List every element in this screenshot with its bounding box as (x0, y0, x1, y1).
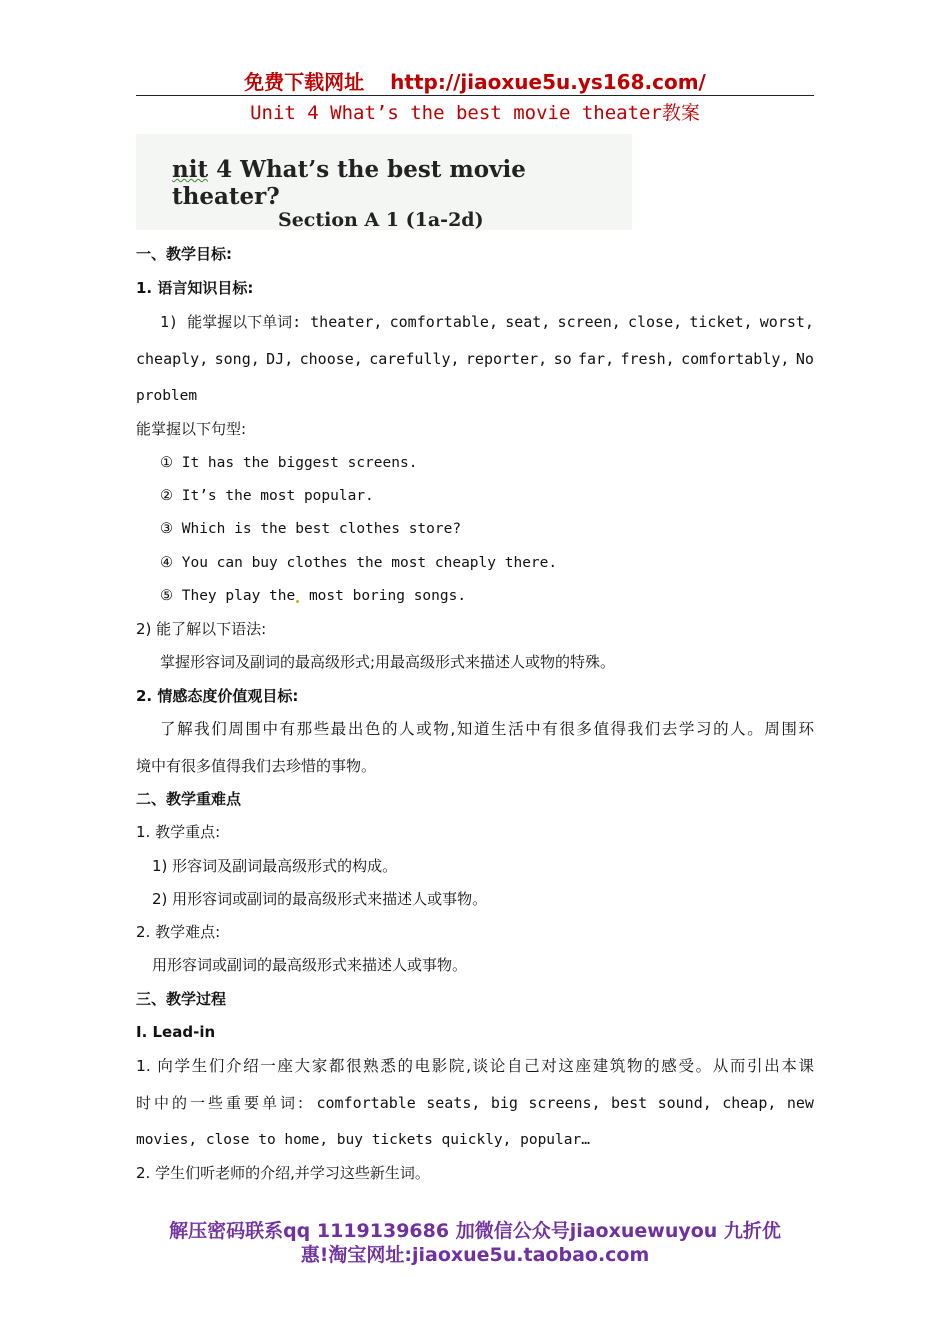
sentence-item: ③ Which is the best clothes store? (160, 521, 462, 537)
lead-in-word: sound, (657, 1094, 712, 1112)
vocab-word: song, (214, 350, 260, 368)
vocab-word: DJ, (266, 350, 294, 368)
banner-title (172, 156, 632, 210)
page-header (136, 66, 814, 95)
vocab-word: No (795, 350, 814, 368)
lead-in-word: new (786, 1094, 814, 1112)
section-2-heading: 二、教学重难点 (136, 790, 242, 808)
lead-in-word: best (611, 1094, 648, 1112)
values-body-line-2: 境中有很多值得我们去珍惜的事物。 (136, 757, 377, 775)
footer-line-1: 解压密码联系qq 1119139686 加微信公众号jiaoxuewuyou 九折优 (169, 1220, 781, 1242)
sentence-item: ② It’s the most popular. (160, 488, 374, 504)
footer-line-2: 惠!淘宝网址:jiaoxue5u.taobao.com (300, 1244, 650, 1266)
difficulty-body: 用形容词或副词的最高级形式来描述人或事物。 (152, 956, 468, 974)
section-1-1-heading: 1. 语言知识目标: (136, 279, 254, 297)
vocab-word: so (553, 350, 572, 368)
document-title: Unit 4 What’s the best movie theater教案 (250, 102, 700, 124)
vocab-word: screen, (557, 313, 621, 331)
vocab-line-1 (160, 312, 814, 332)
header-rule (136, 95, 814, 96)
banner-subtitle: Section A 1 (1a-2d) (278, 209, 484, 231)
sentences-heading: 能掌握以下句型: (136, 420, 247, 438)
lead-in-1-line-1: 1. 向学生们介绍一座大家都很熟悉的电影院,谈论自己对这座建筑物的感受。从而引出本课 (136, 1057, 814, 1075)
lead-in-1-line-3: movies, close to home, buy tickets quickly, popular… (136, 1132, 590, 1148)
vocab-word: worst, (759, 313, 814, 331)
sentence-item (160, 586, 466, 606)
grammar-heading: 2) 能了解以下语法: (136, 620, 267, 638)
vocab-word: choose, (299, 350, 363, 368)
banner-title-rest: 4 What’s the best movie theater? (172, 156, 526, 210)
key-point-item: 2) 用形容词或副词的最高级形式来描述人或事物。 (152, 890, 488, 908)
vocab-word: cheaply, (136, 350, 209, 368)
vocab-line-2 (136, 349, 814, 369)
sentence-5-part-b: most boring songs. (300, 588, 467, 604)
vocab-word: comfortably, (681, 350, 790, 368)
difficulty-heading: 2. 教学难点: (136, 923, 221, 941)
lead-in-word: screens, (528, 1094, 601, 1112)
vocab-word: 1) 能掌握以下单词: theater, (160, 313, 383, 331)
lead-in-heading: Ⅰ. Lead-in (136, 1023, 216, 1041)
banner-image (136, 134, 632, 230)
lead-in-word: big (490, 1094, 518, 1112)
header-label: 免费下载网址 (244, 70, 365, 94)
sentence-item: ① It has the biggest screens. (160, 455, 418, 471)
key-points-heading: 1. 教学重点: (136, 823, 221, 841)
vocab-word: carefully, (369, 350, 460, 368)
lead-in-2: 2. 学生们听老师的介绍,并学习这些新生词。 (136, 1164, 430, 1182)
vocab-word: seat, (505, 313, 551, 331)
vocab-line-3: problem (136, 388, 198, 404)
vocab-word: fresh, (620, 350, 675, 368)
vocab-word: comfortable, (389, 313, 498, 331)
section-1-heading: 一、教学目标: (136, 245, 232, 263)
sentence-item: ④ You can buy clothes the most cheaply there. (160, 555, 558, 571)
lead-in-1-line-2 (136, 1093, 814, 1113)
page-footer (136, 1219, 814, 1267)
sentence-5-part-a: ⑤ They play the (160, 588, 296, 604)
lead-in-word: seats, (426, 1094, 481, 1112)
lead-in-word: comfortable (316, 1094, 416, 1112)
section-3-heading: 三、教学过程 (136, 990, 227, 1008)
grammar-body: 掌握形容词及副词的最高级形式;用最高级形式来描述人或物的特殊。 (160, 653, 616, 671)
values-body-line-1: 了解我们周围中有那些最出色的人或物,知道生活中有很多值得我们去学习的人。周围环 (160, 720, 814, 738)
header-url-link[interactable]: http://jiaoxue5u.ys168.com/ (390, 70, 706, 94)
vocab-word: ticket, (689, 313, 753, 331)
section-1-2-heading: 2. 情感态度价值观目标: (136, 687, 299, 705)
vocab-word: far, (578, 350, 615, 368)
yellow-dot-mark (296, 600, 299, 603)
lead-in-word: 时中的一些重要单词: (136, 1094, 307, 1112)
key-point-item: 1) 形容词及副词最高级形式的构成。 (152, 857, 398, 875)
lead-in-word: cheap, (722, 1094, 777, 1112)
banner-title-squiggle-word: nit (172, 156, 209, 183)
vocab-word: reporter, (465, 350, 548, 368)
vocab-word: close, (627, 313, 683, 331)
